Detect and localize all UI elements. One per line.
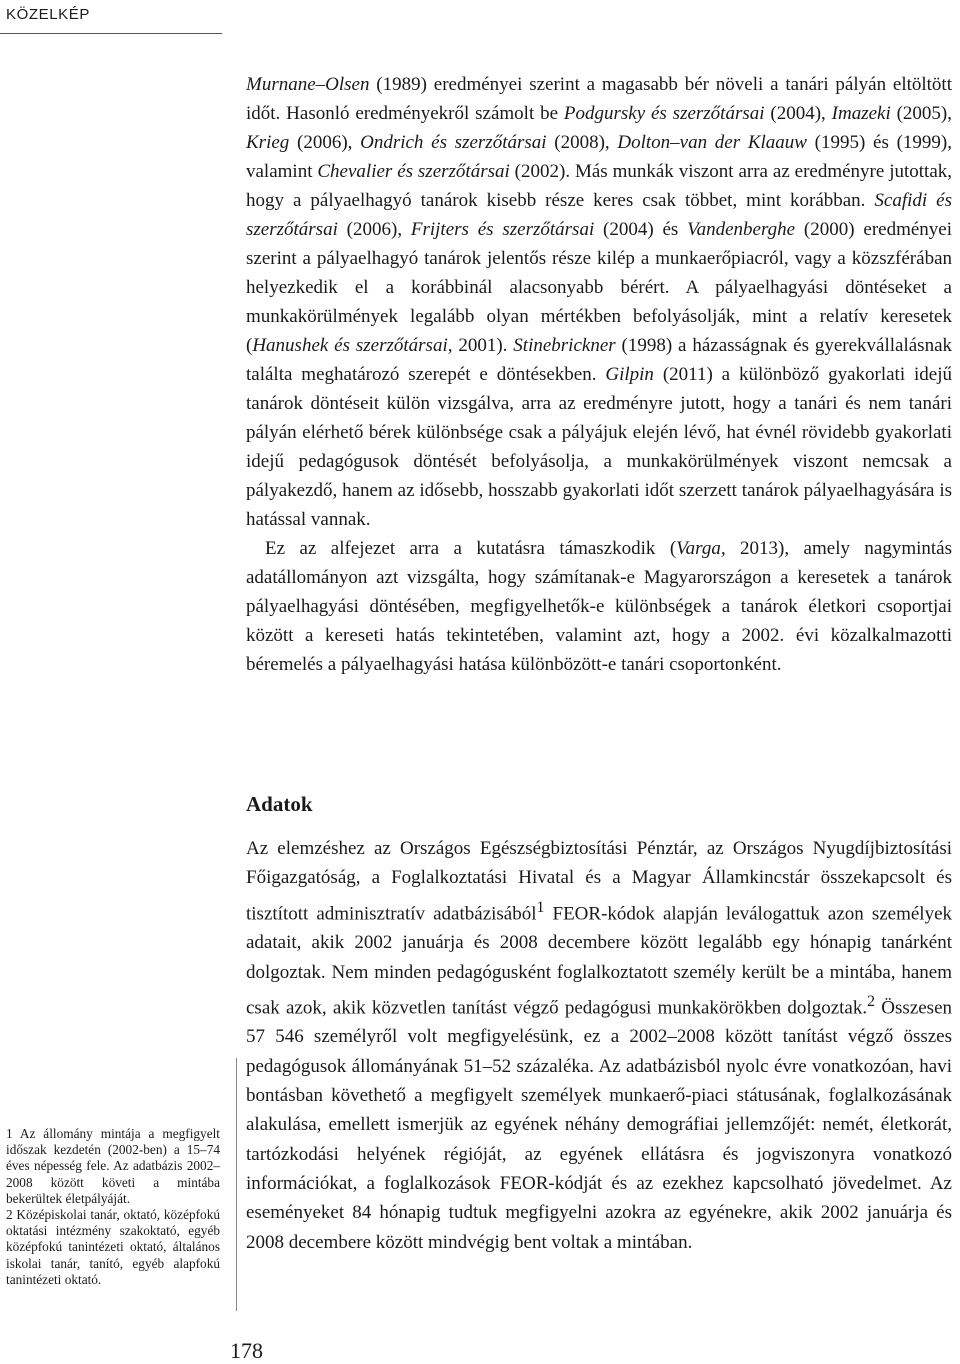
text-run: (2002). Más munkák viszont arra az eredményre jutottak, hogy a pályaelhagyó tanárok kisebb része keres csak többet, mint korábban.	[246, 161, 953, 211]
citation: Podgursky és szerzőtársai	[563, 103, 765, 124]
citation: Frijters és szerzőtársai	[410, 219, 595, 240]
citation: Stinebrickner	[513, 335, 616, 356]
text-run: (2005),	[890, 103, 953, 124]
text-run: FEOR-kódok alapján leválogattuk azon személyek adatait, akik 2002 januárja és 2008 decembere között legalább egy hónapig tanárként dolgoztak. Nem minden pedagógusként foglalkoztatott személy került be a mintába, hanem csak azok, akik közvetlen tanítást végző pedagógusi munkakörökben dolgoztak.	[246, 902, 952, 1019]
citation: Chevalier és szerzőtársai	[317, 161, 510, 182]
running-header	[0, 0, 225, 36]
footnotes	[6, 1126, 220, 1288]
text-run: (2011) a különböző gyakorlati idejű tanárok döntéseit külön vizsgálva, arra az eredményre jutott, hogy a tanári és nem tanári pályán elérhető bérek különbsége csak a pályájuk elején lévő, hat évnél rövidebb gyakorlati idejű pedagógusok döntését befolyásolja, a munkakörülmények viszont nemcsak a pályakezdő, hanem az idősebb, hosszabb gyakorlati időt szerzett tanárok pályaelhagyására is hatással vannak.	[246, 364, 952, 530]
text-run: (2006),	[289, 132, 361, 153]
text-run: (2000) eredményei szerint a pályaelhagyó tanárok jelentős része kilép a munkaerőpiacról, vagy a közszférában helyezkedik el a korábbinál alacsonyabb bérért. A pályaelhagyási döntéseket a munkakörülmények legalább olyan mértékben befolyásolják, mint a relatív keresetek (	[246, 219, 953, 356]
text-run: 2001).	[452, 335, 514, 356]
main-text	[246, 70, 952, 679]
footnote-ref: 2	[867, 992, 876, 1010]
text-run: (2006),	[337, 219, 411, 240]
section-body	[246, 834, 952, 1257]
citation: Krieg	[246, 132, 290, 153]
citation: Varga,	[676, 538, 726, 559]
header-rule	[0, 33, 222, 34]
footnote-ref: 1	[536, 898, 545, 916]
text-run: (2004) és	[594, 219, 688, 240]
text-run: (1995) és (1999), valamint	[246, 132, 952, 182]
citation: Ondrich és szerzőtársai	[360, 132, 547, 153]
text-run: 2013), amely nagymintás adatállományon azt vizsgálta, hogy számítanak-e Magyarországon a keresetek a tanárok pályaelhagyási döntésében, megfigyelhetők-e különbségek a tanárok életkori csoportjai között a kereseti hatás tekintetében, valamint azt, hogy a 2002. évi közalkalmazotti béremelés a pályaelhagyási hatása különbözött-e tanári csoportonként.	[246, 538, 953, 675]
citation: Dolton–van der Klaauw	[617, 132, 807, 153]
footnote-2: 2 Középiskolai tanár, oktató, középfokú oktatási intézmény szakoktató, egyéb középfokú tanintézeti oktató, általános iskolai tanár, tanító, egyéb alapfokú tanintézeti oktató.	[6, 1207, 220, 1287]
text-run: Az elemzéshez az Országos Egészségbiztosítási Pénztár, az Országos Nyugdíjbiztosítási Főigazgatóság, a Foglalkoztatási Hivatal és a Magyar Államkincstár összekapcsolt és tisztított adminisztratív adatbázisából	[246, 838, 952, 924]
page-number: 178	[230, 1338, 263, 1363]
citation: Imazeki	[831, 103, 891, 124]
paragraph	[246, 70, 952, 534]
text-run: (1989) eredményei szerint a magasabb bér növeli a tanári pályán eltöltött időt. Hasonló eredményekről számolt be	[246, 74, 952, 124]
margin-rule	[236, 1058, 237, 1311]
citation: Vandenberghe	[687, 219, 796, 240]
section-label: KÖZELKÉP	[6, 6, 90, 23]
citation: Murnane–Olsen	[246, 74, 370, 95]
footnote-1: 1 Az állomány mintája a megfigyelt időszak kezdetén (2002-ben) a 15–74 éves népesség fele. Az adatbázis 2002–2008 között követi a mintába bekerültek életpályáját.	[6, 1126, 220, 1206]
text-run: Összesen 57 546 személyről volt megfigyelésünk, ez a 2002–2008 között tanítást végző összes pedagógusok állományának 51–52 százaléka. Az adatbázisból nyolc évre vonatkozóan, havi bontásban követhető a megfigyelt személyek munkaerő-piaci státusának, foglalkozásának alakulása, emellett ismerjük az egyének néhány demográfiai jellemzőjét: nemét, életkorát, tartózkodási helyének régióját, az egyének ellátásra és jogviszonyra vonatkozó információkat, a foglalkozások FEOR-kódját és az ezekhez kapcsolható jövedelmet. Az eseményeket 84 hónapig tudtuk megfigyelni azokra az egyénekre, akik 2002 januárja és 2008 decembere között mindvégig bent voltak a mintában.	[246, 997, 953, 1253]
text-run: (2008),	[546, 132, 618, 153]
section-heading: Adatok	[246, 792, 313, 816]
citation: Gilpin	[605, 364, 654, 385]
text-run: (2004),	[764, 103, 832, 124]
citation: Scafidi és szerzőtársai	[246, 190, 952, 240]
text-run: Ez az alfejezet arra a kutatásra támaszkodik (	[265, 538, 677, 559]
text-run: (1998) a házasságnak és gyerekvállalásnak találta meghatározó szerepét e döntésekben.	[246, 335, 953, 385]
citation: Hanushek és szerzőtársai,	[252, 335, 453, 356]
paragraph	[246, 534, 952, 679]
